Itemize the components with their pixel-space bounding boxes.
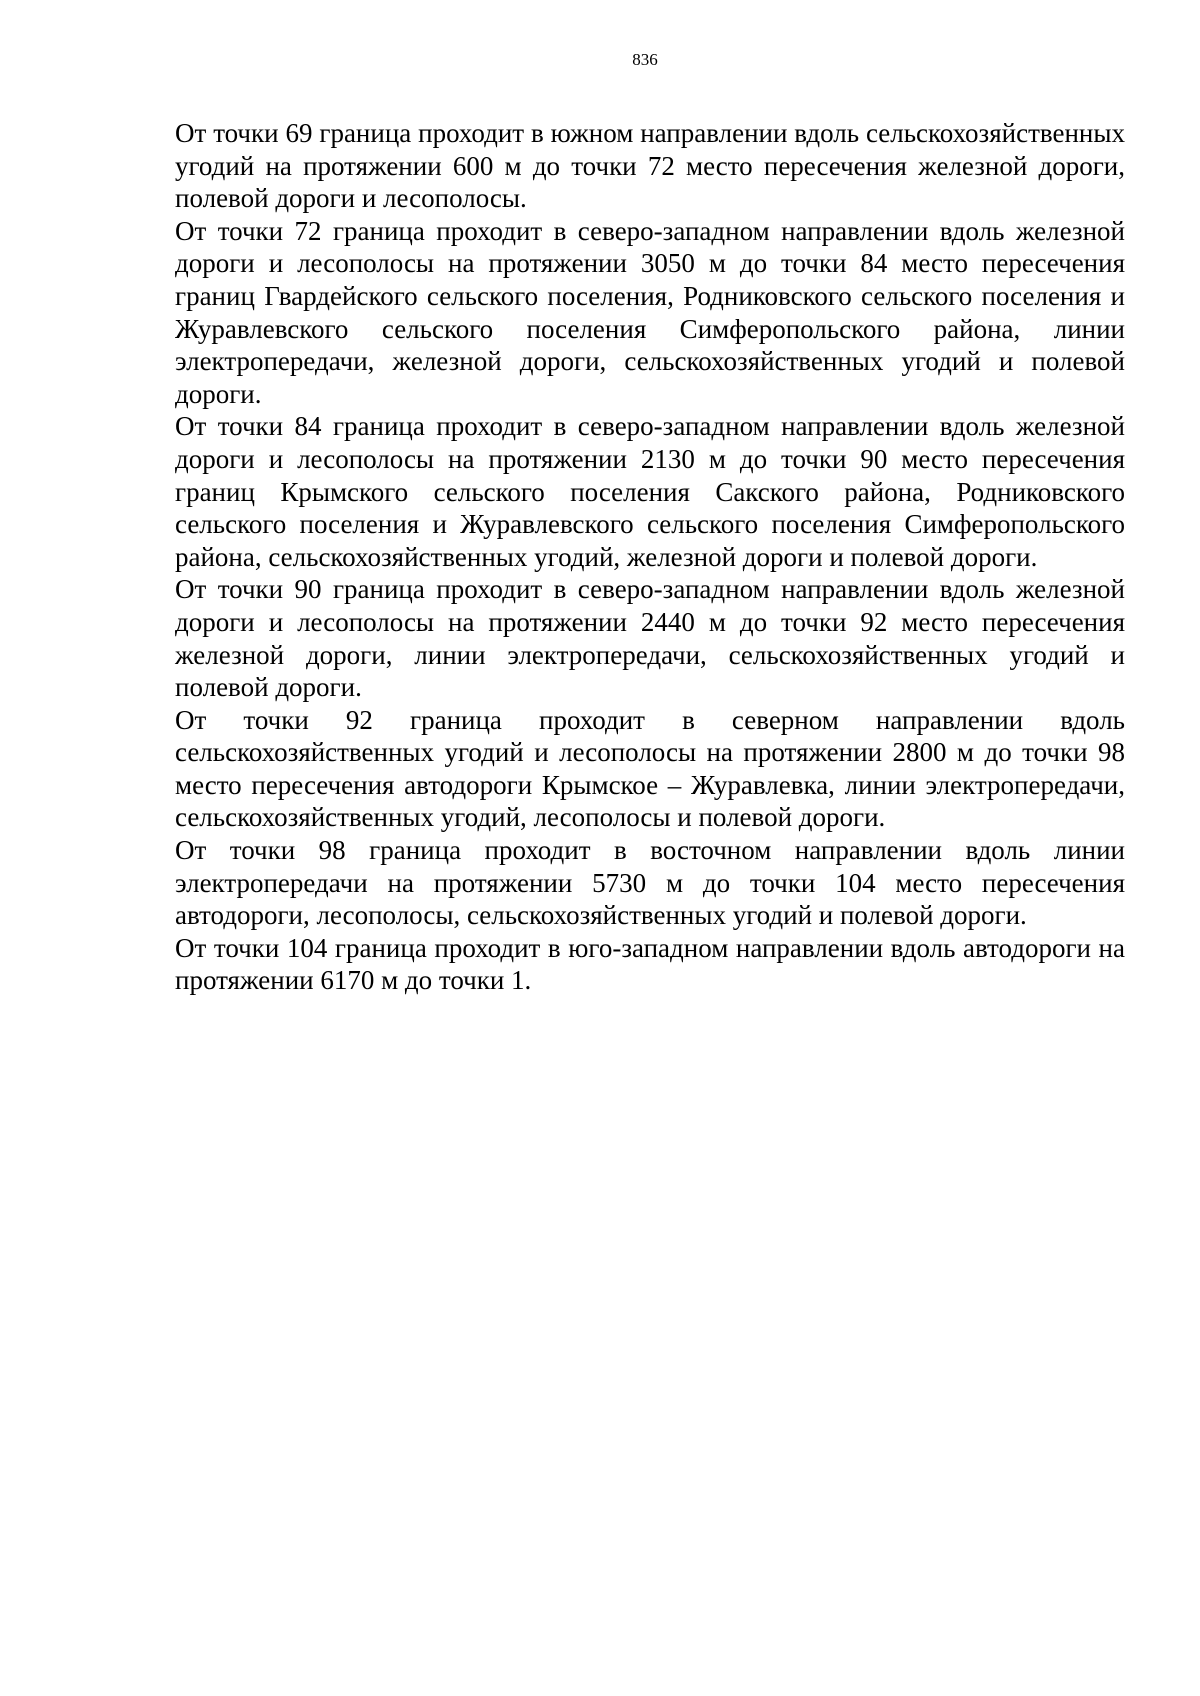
page-number: 836 xyxy=(632,50,658,69)
paragraph-point-90: От точки 90 граница проходит в северо-западном направлении вдоль железной дороги и лесополосы на протяжении 2440 м до точки 92 место пересечения железной дороги, линии электропередачи, сельскохозяйственных угодий и полевой дороги. xyxy=(175,574,1125,703)
paragraph-point-72: От точки 72 граница проходит в северо-западном направлении вдоль железной дороги и лесополосы на протяжении 3050 м до точки 84 место пересечения границ Гвардейского сельского поселения, Родниковского сельского поселения и Журавлевского сельского поселения Симферопольского района, линии электропередачи, железной дороги, сельскохозяйственных угодий и полевой дороги. xyxy=(175,215,1125,409)
paragraph-point-92: От точки 92 граница проходит в северном направлении вдоль сельскохозяйственных угодий и лесополосы на протяжении 2800 м до точки 98 место пересечения автодороги Крымское – Журавлевка, линии электропередачи, сельскохозяйственных угодий, лесополосы и полевой дороги. xyxy=(175,704,1125,833)
paragraph-point-98: От точки 98 граница проходит в восточном направлении вдоль линии электропередачи на протяжении 5730 м до точки 104 место пересечения автодороги, лесополосы, сельскохозяйственных угодий и полевой дороги. xyxy=(175,835,1125,931)
paragraph-point-84: От точки 84 граница проходит в северо-западном направлении вдоль железной дороги и лесополосы на протяжении 2130 м до точки 90 место пересечения границ Крымского сельского поселения Сакского района, Родниковского сельского поселения и Журавлевского сельского поселения Симферопольского района, сельскохозяйственных угодий, железной дороги и полевой дороги. xyxy=(175,411,1125,572)
paragraph-point-69: От точки 69 граница проходит в южном направлении вдоль сельскохозяйственных угодий на протяжении 600 м до точки 72 место пересечения железной дороги, полевой дороги и лесополосы. xyxy=(175,118,1125,214)
paragraph-point-104: От точки 104 граница проходит в юго-западном направлении вдоль автодороги на протяжении 6170 м до точки 1. xyxy=(175,932,1125,996)
document-body xyxy=(175,117,1125,997)
